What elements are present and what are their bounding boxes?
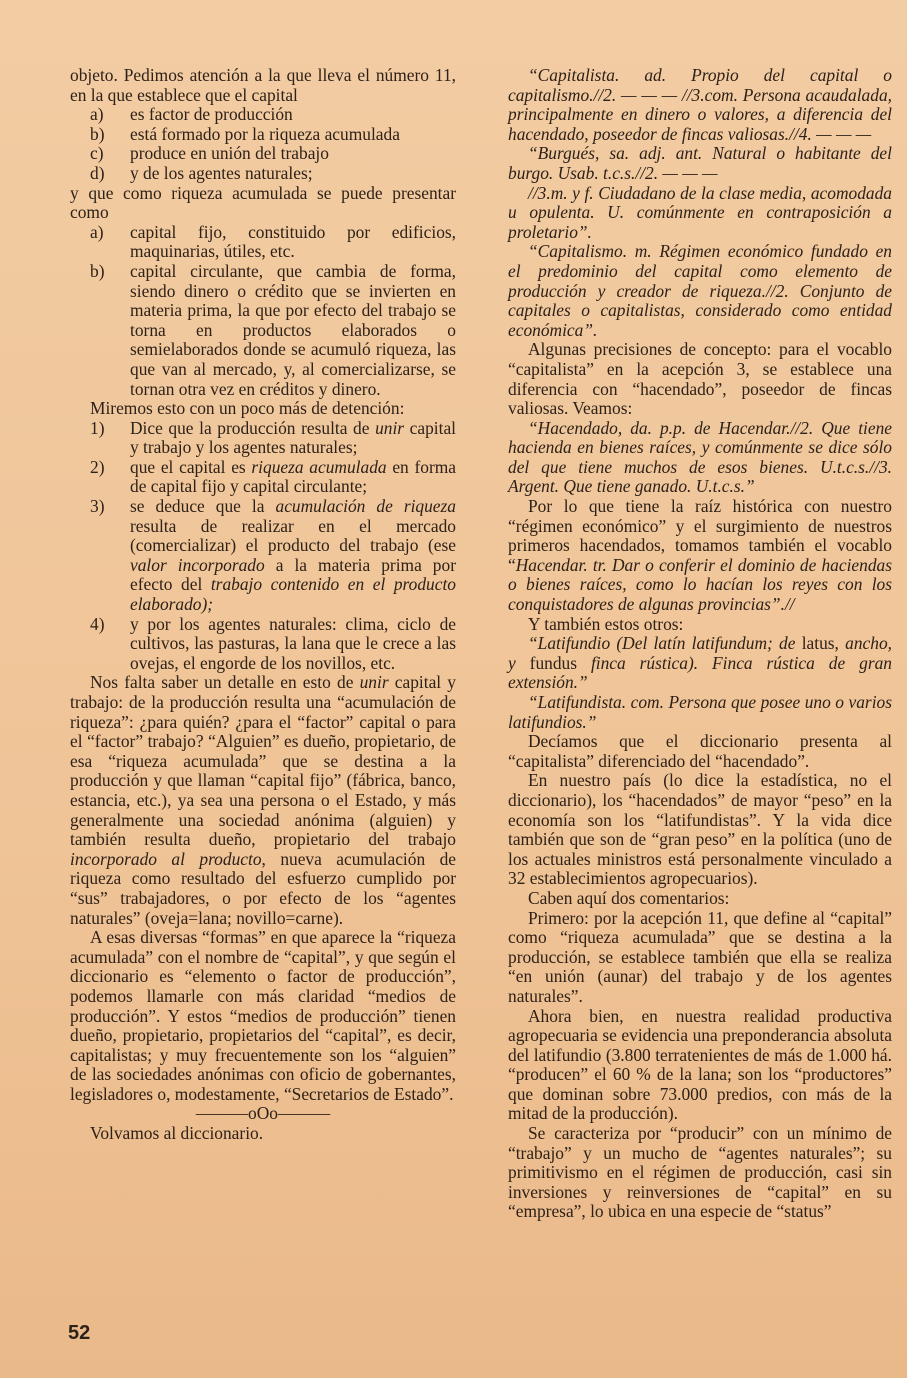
paragraph: Se caracteriza por “producir” con un mínimo de “trabajo” y un mucho de “agentes naturales”; su primitivismo en el régimen de producción, casi sin inversiones y reinversiones de “capital” en su “empresa”, lo ubica en una especie de “status”: [508, 1123, 892, 1222]
section-separator: ———oOo———: [195, 1103, 331, 1124]
paragraph: Algunas precisiones de concepto: para el vocablo “capitalista” en la acepción 3, se establece una diferencia con “hacendado”, poseedor de fincas valiosas. Veamos:: [508, 339, 892, 419]
list-item-text: capital circulante, que cambia de forma, siendo dinero o crédito que se invierten en materia prima, la que por efecto del trabajo se torna en productos elaborados o semielaborados donde se acumuló riqueza, las que van al mercado, y, al comercializarse, se tornan otra vez en créditos y dinero.: [130, 260, 456, 399]
list-item-text: capital fijo, constituido por edificios, maquinarias, útiles, etc.: [130, 221, 456, 262]
list-item-text: y de los agentes naturales;: [130, 162, 313, 183]
list-item-label: b): [90, 123, 105, 144]
list-item-text: y por los agentes naturales: clima, ciclo de cultivos, las pasturas, la lana que le crece a las ovejas, el engorde de los novillos, etc.: [130, 613, 456, 673]
list-item: [70, 144, 456, 164]
list-item: [70, 164, 456, 184]
list-item: [70, 419, 456, 458]
list-item-label: d): [90, 162, 105, 183]
list-item-label: 1): [90, 417, 105, 438]
paragraph: A esas diversas “formas” en que aparece la “riqueza acumulada” con el nombre de “capital”, y que según el diccionario es “elemento o factor de producción”, podemos llamarle con más claridad “medios de producción”. Y estos “medios de producción” tienen dueño, propietario, propietarios del “capital”, es decir, capitalistas; y muy frecuentemente son los “alguien” de las sociedades anónimas con oficio de gobernantes, legisladores o, modestamente, “Secretarios de Estado”.: [70, 927, 456, 1104]
list-item-label: 3): [90, 496, 105, 517]
paragraph: objeto. Pedimos atención a la que lleva el número 11, en la que establece que el capital: [70, 65, 456, 105]
list-item-text: se deduce que la acumulación de riqueza resulta de realizar en el mercado (comercializar) el producto del trabajo (ese valor incorporado a la materia prima por efecto del trabajo contenido en el producto elaborado);: [130, 496, 456, 615]
paragraph: Miremos esto con un poco más de detención:: [90, 398, 405, 419]
paragraph: En nuestro país (lo dice la estadística, no el diccionario), los “hacendados” de mayor “peso” en la economía son los “latifundistas”. Y la vida dice también que son de “gran peso” en la política (uno de los actuales ministros está personalmente vinculado a 32 establecimientos agropecuarios).: [508, 770, 892, 889]
list-item-label: a): [90, 221, 104, 242]
list-item-text: es factor de producción: [130, 104, 293, 125]
list-item-label: 2): [90, 456, 105, 477]
paragraph: y que como riqueza acumulada se puede presentar como: [70, 182, 456, 223]
list-item-label: b): [90, 260, 105, 281]
list-item: [70, 105, 456, 125]
paragraph: Ahora bien, en nuestra realidad productiva agropecuaria se evidencia una preponderancia absoluta del latifundio (3.800 terratenientes de más de 1.000 há. “producen” el 60 % de la lana; son los “productores” que dominan sobre 73.000 predios, con más de la mitad de la producción).: [508, 1005, 892, 1124]
paragraph: //3.m. y f. Ciudadano de la clase media, acomodada u opulenta. U. comúnmente en contraposición a proletario”.: [508, 182, 892, 242]
list-item-label: a): [90, 104, 104, 125]
paragraph: “Latifundista. com. Persona que posee uno o varios latifundios.”: [508, 692, 892, 732]
paragraph: “Capitalismo. m. Régimen económico fundado en el predominio del capital como elemento de producción y creador de riqueza.//2. Conjunto de capitales o capitalistas, considerado como entidad económica”.: [508, 241, 892, 340]
paragraph: Caben aquí dos comentarios:: [528, 887, 730, 908]
list-item-text: que el capital es riqueza acumulada en forma de capital fijo y capital circulante;: [130, 456, 456, 497]
paragraph: “Capitalista. ad. Propio del capital o capitalismo.//2. — — — //3.com. Persona acaudalada, principalmente en dinero o valores, a diferencia del hacendado, poseedor de fincas valiosas.//4. — — —: [508, 65, 892, 144]
list-item: [70, 125, 456, 145]
paragraph: Y también estos otros:: [528, 613, 684, 634]
list-item: [70, 615, 456, 674]
paragraph: “Burgués, sa. adj. ant. Natural o habitante del burgo. Usab. t.c.s.//2. — — —: [508, 143, 892, 183]
paragraph: Volvamos al diccionario.: [90, 1123, 264, 1144]
list-item: [70, 223, 456, 262]
list-item: [70, 262, 456, 399]
paragraph: “Hacendado, da. p.p. de Hacendar.//2. Que tiene hacienda en bienes raíces, y comúnmente se dice sólo del que tiene muchos de esos bienes. U.t.c.s.//3. Argent. Que tiene ganado. U.t.c.s.”: [508, 417, 892, 497]
list-item-label: 4): [90, 613, 105, 634]
list-item-text: Dice que la producción resulta de unir capital y trabajo y los agentes naturales;: [130, 417, 457, 458]
page-number: 52: [68, 1322, 91, 1344]
list-item-label: c): [90, 143, 104, 164]
list-item: [70, 458, 456, 497]
paragraph: Por lo que tiene la raíz histórica con nuestro “régimen económico” y el surgimiento de nuestros primeros hacendados, tomamos también el vocablo “Hacendar. tr. Dar o conferir el dominio de haciendas o bienes raíces, como lo hacían los reyes con los conquistadores de algunas provincias”.//: [508, 496, 892, 615]
paragraph: “Latifundio (Del latín latifundum; de latus, ancho, y fundus finca rústica). Finca rústica de gran extensión.”: [508, 633, 892, 693]
paragraph: Primero: por la acepción 11, que define al “capital” como “riqueza acumulada” que se destina a la producción, se establece también que ella se realiza “en unión (aunar) del trabajo y de los agentes naturales”.: [508, 907, 892, 1006]
list-item-text: está formado por la riqueza acumulada: [130, 123, 400, 144]
list-item-text: produce en unión del trabajo: [130, 143, 329, 164]
list-item: [70, 497, 456, 615]
paragraph: Nos falta saber un detalle en esto de unir capital y trabajo: de la producción resulta una “acumulación de riqueza”: ¿para quién? ¿para el “factor” capital o para el “factor” trabajo? “Alguien” es dueño, propietario, de esa “riqueza acumulada” que se destina a la producción y que llaman “capital fijo” (fábrica, banco, estancia, etc.), ya sea una persona o el Estado, y más generalmente una sociedad anónima (alguien) y también resulta dueño, propietario del trabajo incorporado al producto, nueva acumulación de riqueza como resultado del esfuerzo cumplido por “sus” trabajadores, o por efecto de los “agentes naturales” (oveja=lana; novillo=carne).: [70, 672, 456, 928]
right-column: [508, 66, 892, 1222]
paragraph: Decíamos que el diccionario presenta al “capitalista” diferenciado del “hacendado”.: [508, 731, 892, 771]
left-column: [70, 66, 456, 1144]
